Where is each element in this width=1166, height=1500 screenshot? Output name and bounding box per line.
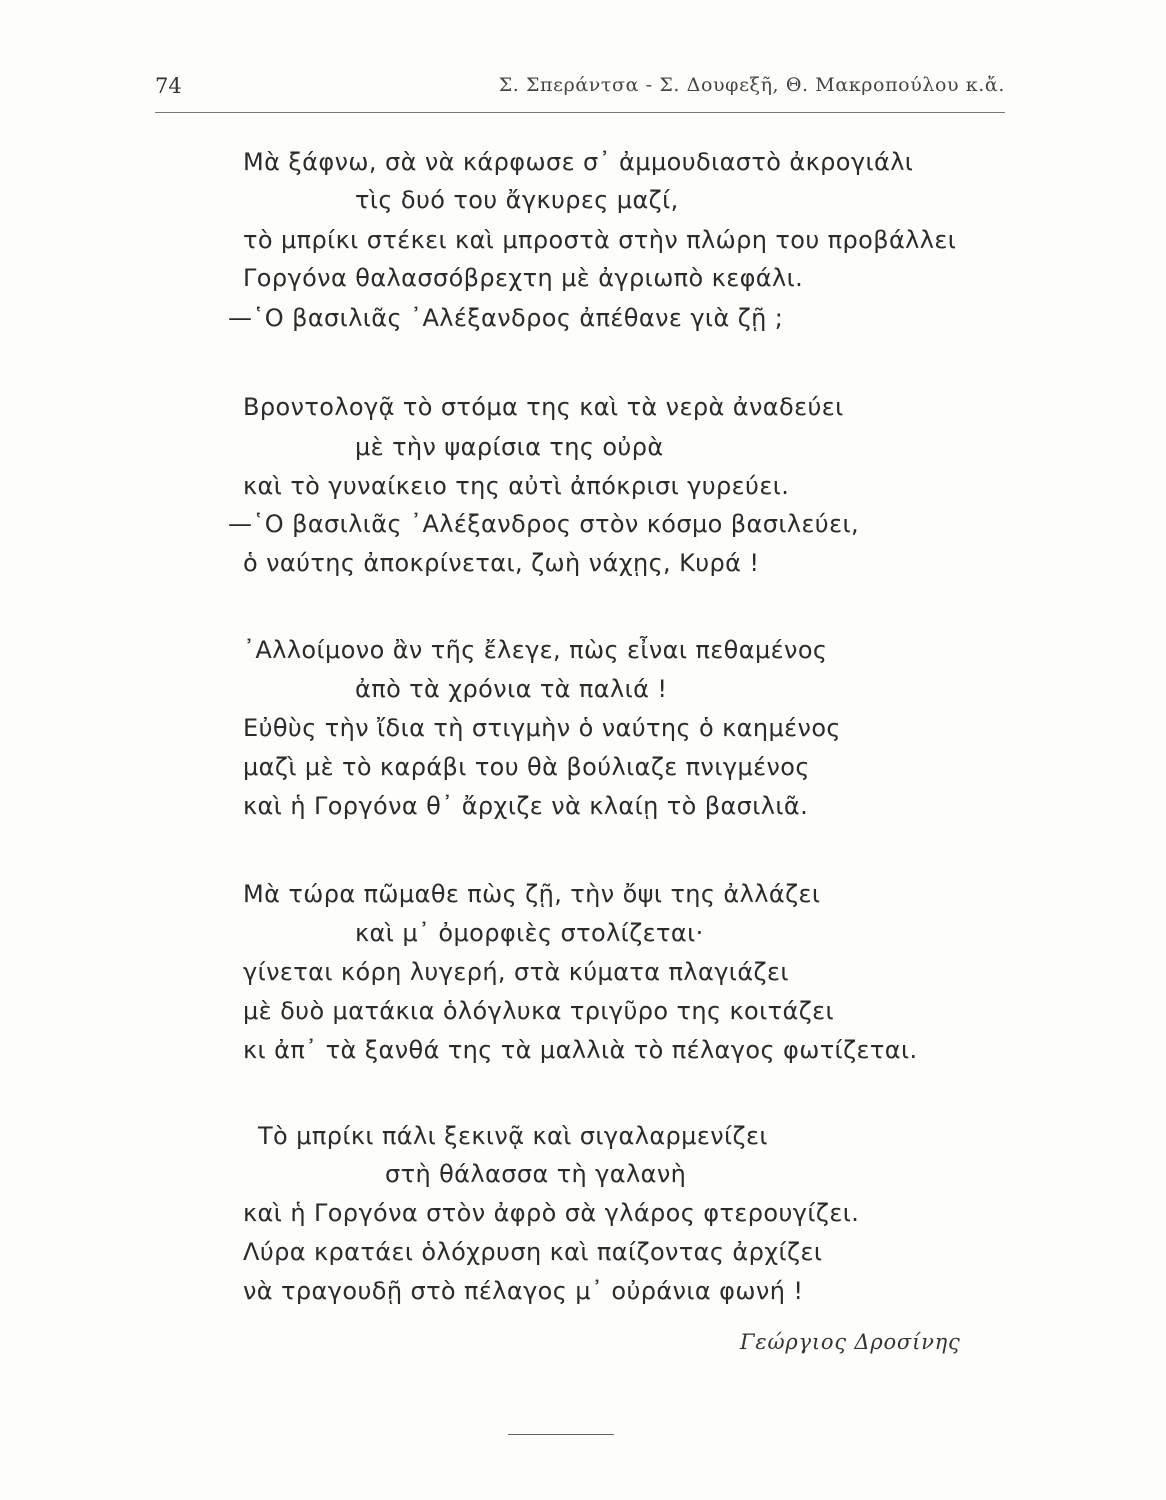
poem-line: καὶ μ᾿ ὀμορφιὲς στολίζεται· xyxy=(355,919,704,947)
poem-line: τὶς δυό του ἄγκυρες μαζί, xyxy=(355,186,679,214)
poem-line: τὸ μπρίκι στέκει καὶ μπροστὰ στὴν πλώρη του προβάλλει xyxy=(243,226,957,254)
poem-line: κι ἀπ᾿ τὰ ξανθά της τὰ μαλλιὰ τὸ πέλαγος φωτίζεται. xyxy=(243,1036,918,1064)
poem-line: στὴ θάλασσα τὴ γαλανὴ xyxy=(385,1160,687,1188)
poem-line: καὶ ἡ Γοργόνα στὸν ἀφρὸ σὰ γλάρος φτερουγίζει. xyxy=(243,1199,860,1227)
poem-line: Λύρα κρατάει ὁλόχρυση καὶ παίζοντας ἀρχίζει xyxy=(243,1238,823,1266)
page-number: 74 xyxy=(155,74,182,98)
poem-line: μὲ τὴν ψαρίσια της οὐρὰ xyxy=(355,433,664,461)
poem-line: καὶ ἡ Γοργόνα θ᾿ ἄρχιζε νὰ κλαίῃ τὸ βασιλιᾶ. xyxy=(243,792,809,820)
poem-line: Βροντολογᾷ τὸ στόμα της καὶ τὰ νερὰ ἀναδεύει xyxy=(243,393,844,421)
poem-line: νὰ τραγουδῇ στὸ πέλαγος μ᾿ οὐράνια φωνή ! xyxy=(243,1277,804,1305)
poem-line: γίνεται κόρη λυγερή, στὰ κύματα πλαγιάζει xyxy=(243,958,789,986)
poem-line: Μὰ ξάφνω, σὰ νὰ κάρφωσε σ᾿ ἀμμουδιαστὸ ἀκρογιάλι xyxy=(243,148,914,176)
poem-line: —῾Ο βασιλιᾶς ᾿Αλέξανδρος ἀπέθανε γιὰ ζῇ ; xyxy=(228,304,784,332)
header-rule xyxy=(155,112,1005,113)
author-signature: Γεώργιος Δροσίνης xyxy=(740,1330,961,1354)
poem-line: —῾Ο βασιλιᾶς ᾿Αλέξανδρος στὸν κόσμο βασιλεύει, xyxy=(228,510,860,538)
poem-line: ᾿Αλλοίμονο ἂν τῆς ἔλεγε, πὼς εἶναι πεθαμένος xyxy=(243,636,828,664)
poem-line: Μὰ τώρα πῶμαθε πὼς ζῇ, τὴν ὄψι της ἀλλάζει xyxy=(243,880,821,908)
poem-line: Τὸ μπρίκι πάλι ξεκινᾷ καὶ σιγαλαρμενίζει xyxy=(258,1122,768,1150)
poem-line: Γοργόνα θαλασσόβρεχτη μὲ ἀγριωπὸ κεφάλι. xyxy=(243,264,804,292)
poem-line: ὁ ναύτης ἀποκρίνεται, ζωὴ νάχῃς, Κυρά ! xyxy=(243,549,760,577)
end-rule xyxy=(508,1434,614,1435)
poem-line: μαζὶ μὲ τὸ καράβι του θὰ βούλιαζε πνιγμένος xyxy=(243,753,810,781)
page-header xyxy=(155,74,1005,104)
poem-line: μὲ δυὸ ματάκια ὁλόγλυκα τριγῦρο της κοιτάζει xyxy=(243,997,835,1025)
poem-line: Εὐθὺς τὴν ἴδια τὴ στιγμὴν ὁ ναύτης ὁ καημένος xyxy=(243,714,841,742)
poem-line: ἀπὸ τὰ χρόνια τὰ παλιά ! xyxy=(355,675,668,703)
poem-line: καὶ τὸ γυναίκειο της αὐτὶ ἀπόκρισι γυρεύει. xyxy=(243,472,790,500)
running-head: Σ. Σπεράντσα - Σ. Δουφεξῆ, Θ. Μακροπούλου κ.ἄ. xyxy=(498,74,1005,96)
